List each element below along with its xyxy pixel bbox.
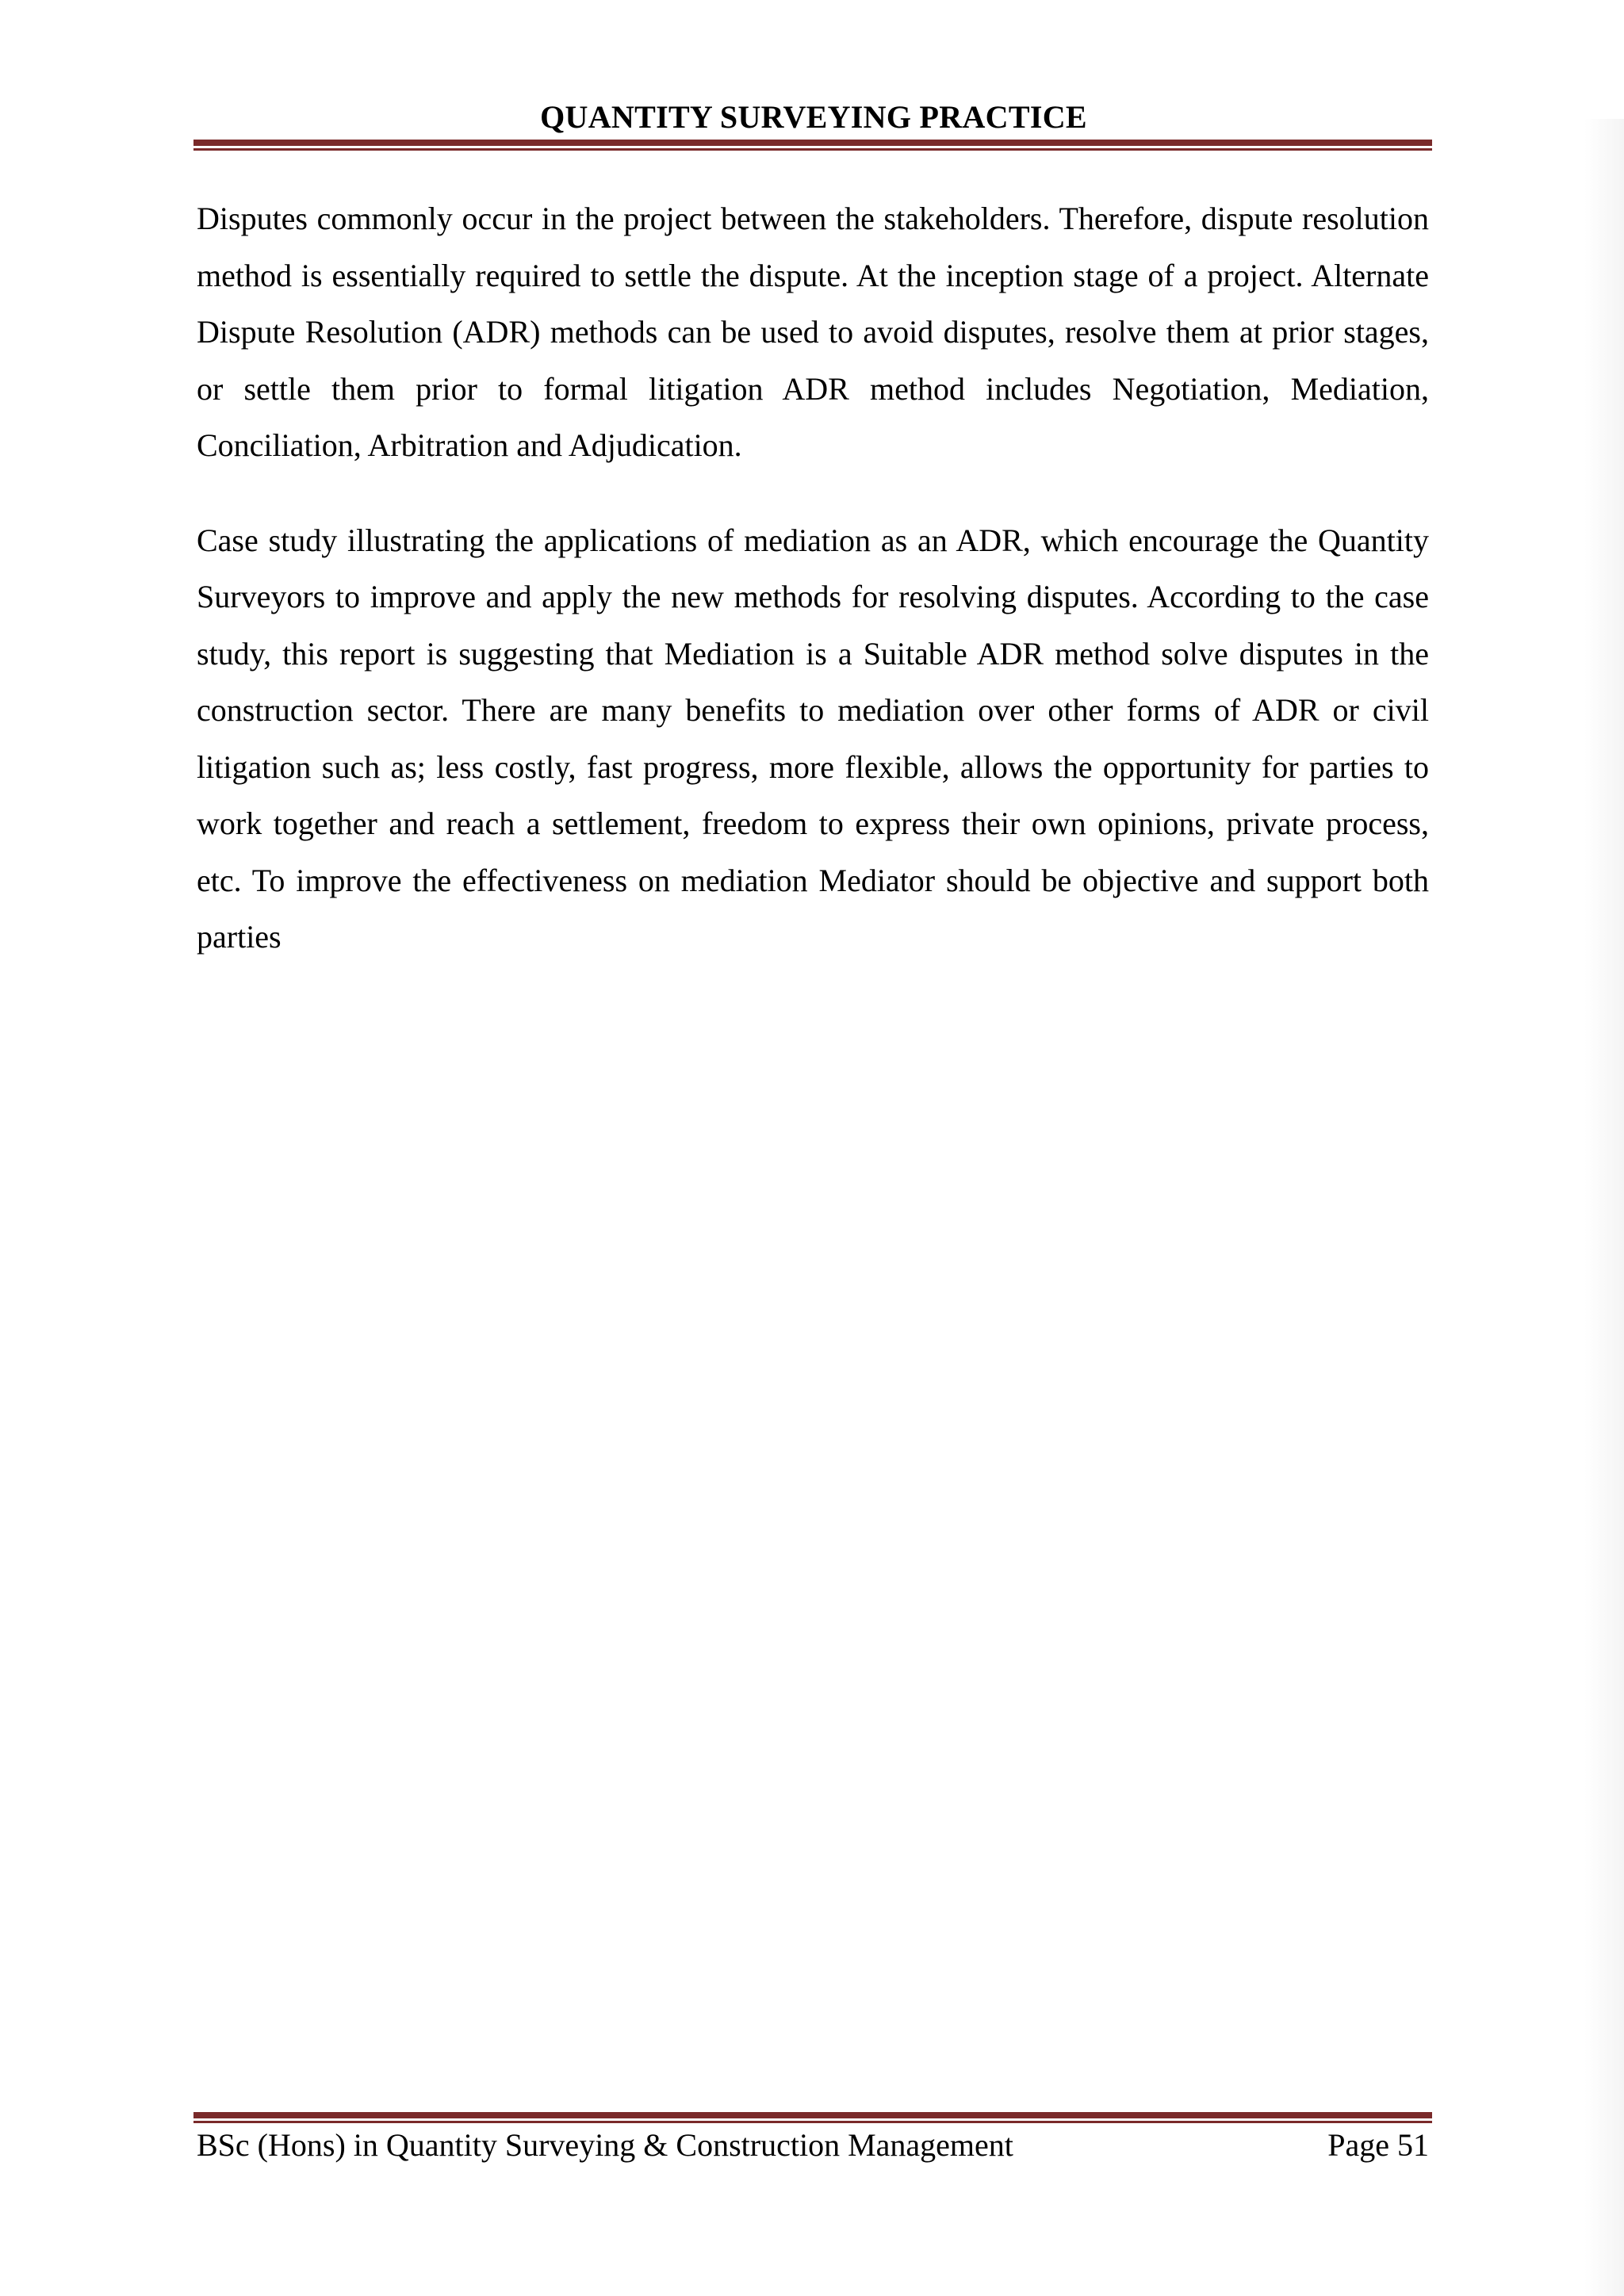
header-divider: [193, 140, 1432, 151]
body-paragraph-2: Case study illustrating the applications of mediation as an ADR, which encourage the Quantity Surveyors to improve and apply the new methods for resolving disputes. According to the case study, this report is suggesting that Mediation is a Suitable ADR method solve disputes in the construction sector. There are many benefits to mediation over other forms of ADR or civil litigation such as; less costly, fast progress, more flexible, allows the opportunity for parties to work together and reach a settlement, freedom to express their own opinions, private process, etc. To improve the effectiveness on mediation Mediator should be objective and support both parties: [197, 522, 1429, 955]
footer-divider: [193, 2112, 1432, 2123]
page-content: [197, 190, 1429, 1004]
page-header-title: QUANTITY SURVEYING PRACTICE: [540, 99, 1087, 135]
footer-page-number: Page 51: [1327, 2127, 1429, 2163]
page-footer: [197, 2123, 1429, 2168]
body-paragraph-1: Disputes commonly occur in the project between the stakeholders. Therefore, dispute resolution method is essentially required to settle the dispute. At the inception stage of a project. Alternate Dispute Resolution (ADR) methods can be used to avoid disputes, resolve them at prior stages, or settle them prior to formal litigation ADR method includes Negotiation, Mediation, Conciliation, Arbitration and Adjudication.: [197, 201, 1429, 463]
page-edge-shadow: [1584, 119, 1624, 2296]
footer-course-name: BSc (Hons) in Quantity Surveying & Construction Management: [197, 2127, 1013, 2163]
